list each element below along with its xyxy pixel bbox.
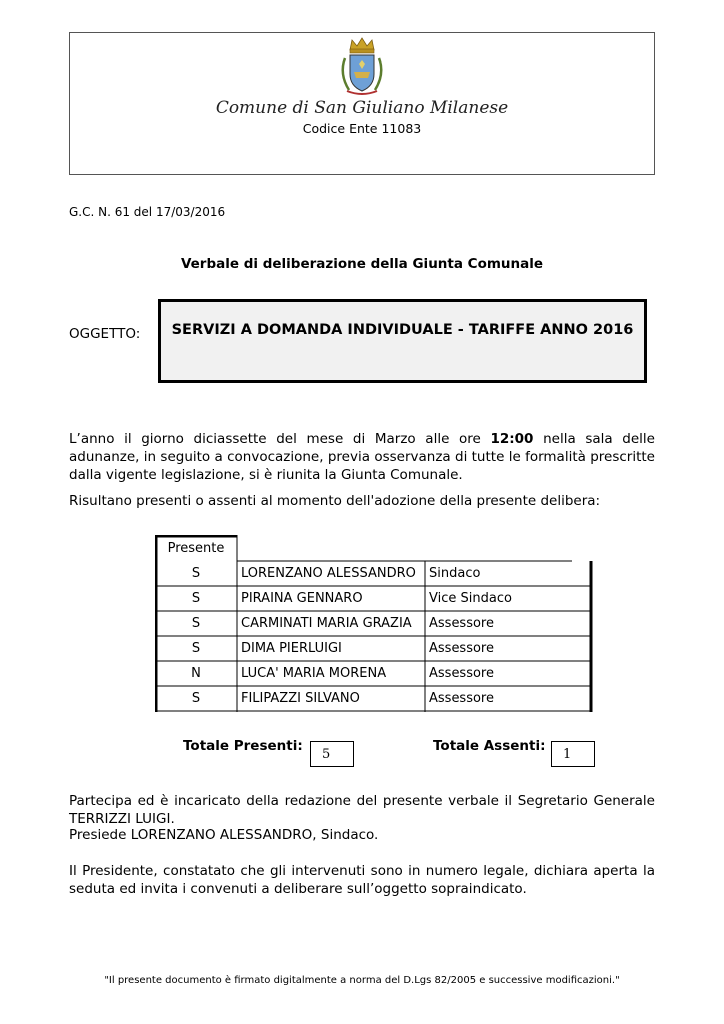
attendance-name-cell: PIRAINA GENNARO [241, 591, 363, 606]
comune-name: Comune di San Giuliano Milanese [215, 98, 509, 118]
attendance-name-cell: DIMA PIERLUIGI [241, 641, 342, 656]
attendance-role-cell: Assessore [429, 691, 494, 706]
intro-after-time: nella sala delle adunanze, in seguito a convocazione, previa osservanza di tutte le formalità prescritte dalla vigente legislazione, si è riunita la Giunta Comunale. [69, 431, 655, 483]
oggetto-text: SERVIZI A DOMANDA INDIVIDUALE - TARIFFE ANNO 2016 [171, 322, 634, 338]
crest-icon [335, 36, 389, 98]
totale-assenti-label: Totale Assenti: [433, 738, 546, 754]
oggetto-box [158, 299, 647, 383]
totale-presenti-value: 5 [310, 741, 354, 767]
attendance-name-cell: FILIPAZZI SILVANO [241, 691, 360, 706]
totale-presenti-label: Totale Presenti: [183, 738, 303, 754]
attendance-name-cell: LUCA' MARIA MORENA [241, 666, 387, 681]
attendance-present-cell: S [191, 691, 201, 706]
codice-ente: Codice Ente 11083 [302, 121, 422, 136]
intro-time: 12:00 [490, 431, 534, 447]
attendance-present-cell: S [191, 591, 201, 606]
oggetto-label: OGGETTO: [69, 326, 141, 342]
attendance-present-cell: S [191, 566, 201, 581]
attendance-role-cell: Sindaco [429, 566, 481, 581]
attendance-present-cell: S [191, 641, 201, 656]
gc-number: G.C. N. 61 del 17/03/2016 [69, 205, 226, 219]
presiede-paragraph: Presiede LORENZANO ALESSANDRO, Sindaco. [69, 827, 379, 843]
attendance-present-cell: N [191, 666, 201, 681]
attendance-name-cell: LORENZANO ALESSANDRO [241, 566, 416, 581]
attendance-role-cell: Assessore [429, 666, 494, 681]
intro-before-time: L’anno il giorno diciassette del mese di Marzo alle ore [69, 431, 491, 447]
presidente-paragraph: Il Presidente, constatato che gli intervenuti sono in numero legale, dichiara aperta la seduta ed invita i convenuti a deliberare sull’oggetto sopraindicato. [69, 863, 655, 897]
footer-note: "Il presente documento è firmato digitalmente a norma del D.Lgs 82/2005 e successive modificazioni." [104, 975, 620, 986]
attendance-role-cell: Assessore [429, 616, 494, 631]
intro-paragraph [69, 430, 655, 484]
attendance-present-cell: S [191, 616, 201, 631]
attendance-header: Presente [167, 541, 225, 556]
attendance-name-cell: CARMINATI MARIA GRAZIA [241, 616, 412, 631]
attendance-role-cell: Assessore [429, 641, 494, 656]
presence-intro: Risultano presenti o assenti al momento dell'adozione della presente delibera: [69, 493, 601, 509]
verbale-title: Verbale di deliberazione della Giunta Comunale [180, 256, 544, 272]
totale-assenti-value: 1 [551, 741, 595, 767]
segretario-paragraph: Partecipa ed è incaricato della redazione del presente verbale il Segretario Generale TERRIZZI LUIGI. [69, 793, 655, 827]
attendance-role-cell: Vice Sindaco [429, 591, 512, 606]
